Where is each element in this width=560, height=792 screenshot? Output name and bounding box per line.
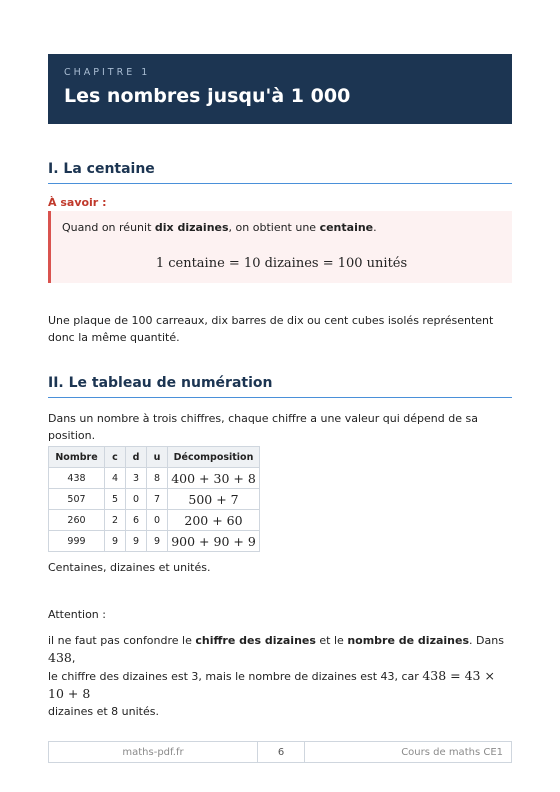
cell-u: 8 <box>147 468 168 489</box>
attention-line-1: il ne faut pas confondre le chiffre des dizaines et le nombre de dizaines. Dans 438, <box>48 634 504 665</box>
cell-c: 4 <box>105 468 126 489</box>
table-row <box>49 531 260 552</box>
savoir-text: Quand on réunit dix dizaines, on obtient une centaine. <box>62 221 377 234</box>
page-footer <box>48 741 512 763</box>
cell-nombre: 260 <box>49 510 105 531</box>
cell-nombre: 438 <box>49 468 105 489</box>
cell-nombre: 507 <box>49 489 105 510</box>
attention-text <box>48 632 514 720</box>
table-row <box>49 510 260 531</box>
cell-d: 9 <box>126 531 147 552</box>
cell-u: 9 <box>147 531 168 552</box>
section-title-tableau: II. Le tableau de numération <box>48 375 512 398</box>
cell-d: 0 <box>126 489 147 510</box>
header-d: d <box>126 447 147 468</box>
cell-u: 7 <box>147 489 168 510</box>
cell-d: 6 <box>126 510 147 531</box>
cell-c: 5 <box>105 489 126 510</box>
cell-decomposition: 900 + 90 + 9 <box>168 531 260 552</box>
cell-c: 9 <box>105 531 126 552</box>
savoir-label: À savoir : <box>48 196 107 209</box>
savoir-box <box>48 211 512 283</box>
cell-c: 2 <box>105 510 126 531</box>
section-title-centaine: I. La centaine <box>48 161 512 184</box>
attention-line-2: le chiffre des dizaines est 3, mais le nombre de dizaines est 43, car 438 = 43 × 10 + 8 <box>48 668 495 701</box>
table-row <box>49 468 260 489</box>
footer-course: Cours de maths CE1 <box>401 746 503 758</box>
chapter-label: CHAPITRE 1 <box>64 67 151 78</box>
cell-decomposition: 500 + 7 <box>168 489 260 510</box>
header-decomposition: Décomposition <box>168 447 260 468</box>
table-header-row <box>49 447 260 468</box>
numeration-table <box>48 446 260 552</box>
cell-nombre: 999 <box>49 531 105 552</box>
table-caption: Centaines, dizaines et unités. <box>48 561 211 574</box>
cell-u: 0 <box>147 510 168 531</box>
table-row <box>49 489 260 510</box>
chapter-title: Les nombres jusqu'à 1 000 <box>64 85 351 107</box>
footer-site: maths-pdf.fr <box>49 742 258 762</box>
centaine-paragraph: Une plaque de 100 carreaux, dix barres de dix ou cent cubes isolés représentent donc la même quantité. <box>48 314 494 344</box>
header-nombre: Nombre <box>49 447 105 468</box>
attention-line-3: dizaines et 8 unités. <box>48 705 159 718</box>
tableau-intro: Dans un nombre à trois chiffres, chaque chiffre a une valeur qui dépend de sa position. <box>48 412 478 442</box>
cell-d: 3 <box>126 468 147 489</box>
chapter-banner <box>48 54 512 124</box>
footer-page-number: 6 <box>258 742 305 762</box>
savoir-formula: 1 centaine = 10 dizaines = 100 unités <box>155 256 408 271</box>
header-c: c <box>105 447 126 468</box>
header-u: u <box>147 447 168 468</box>
attention-label: Attention : <box>48 608 106 621</box>
cell-decomposition: 400 + 30 + 8 <box>168 468 260 489</box>
cell-decomposition: 200 + 60 <box>168 510 260 531</box>
